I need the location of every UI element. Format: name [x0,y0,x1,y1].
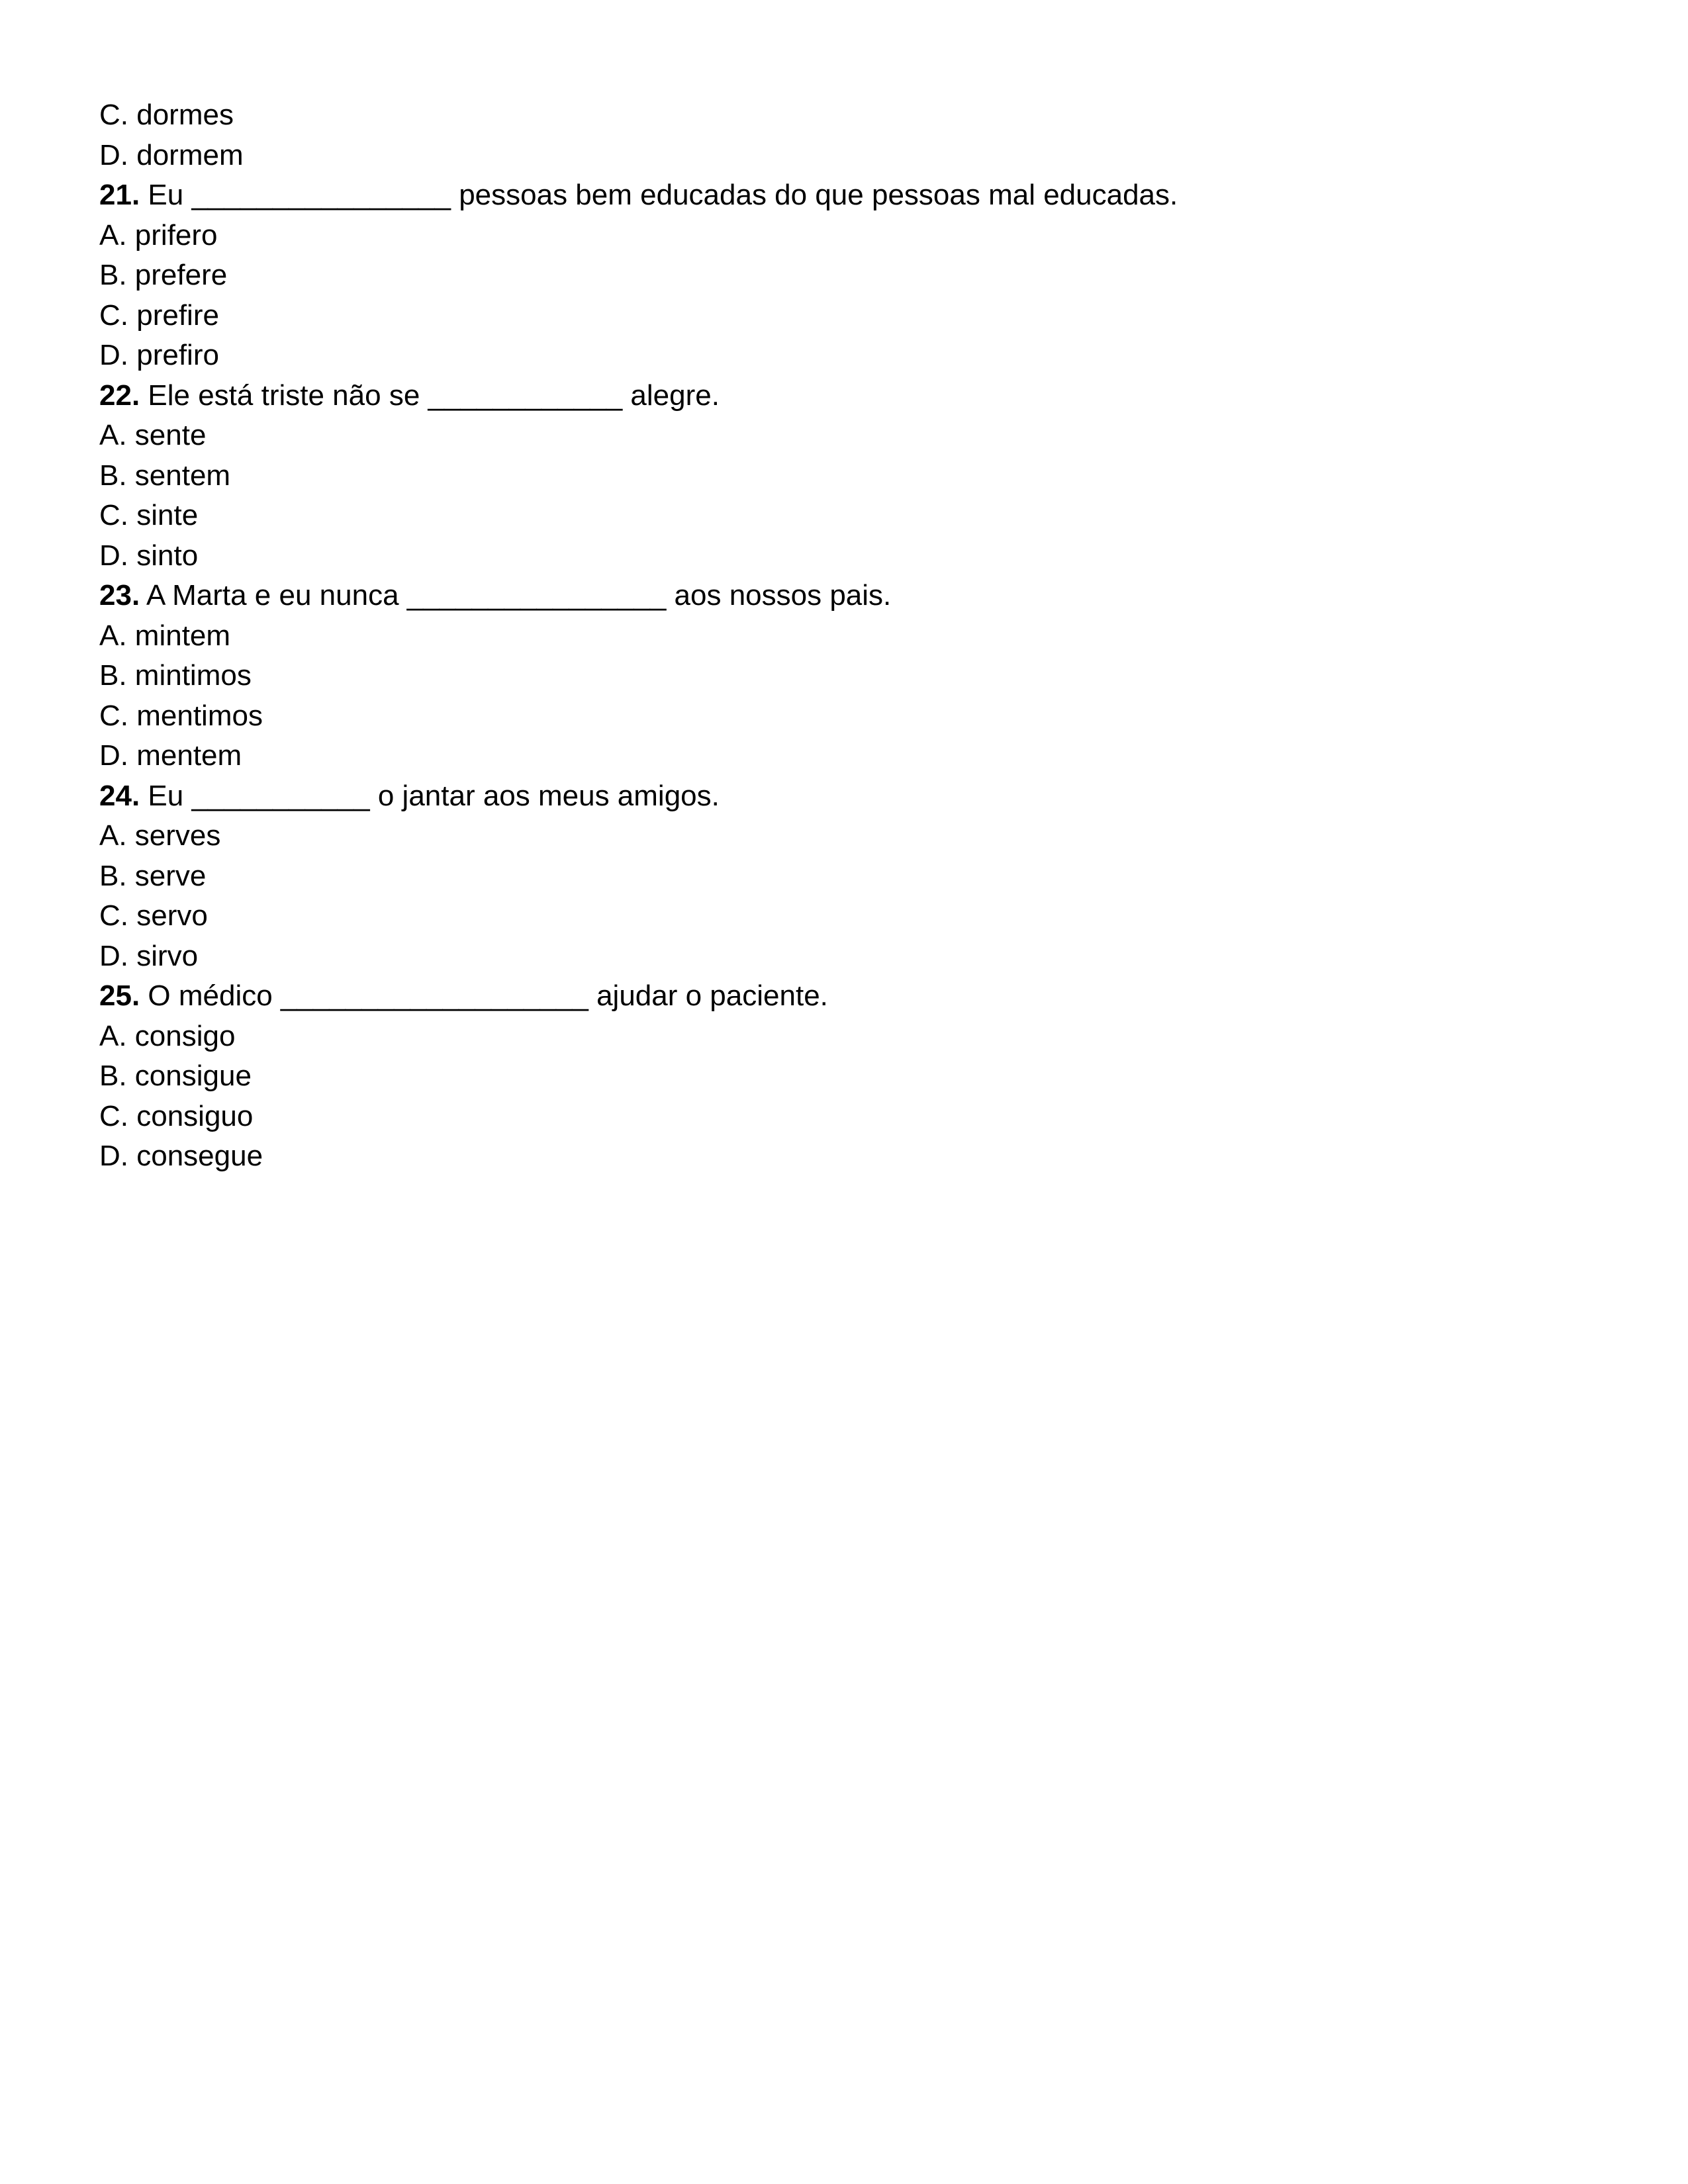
option-c-q20: C. dormes [99,99,234,131]
option-a: A. prifero [99,218,218,251]
option-d: D. prefiro [99,339,219,371]
question-23 [99,576,1589,776]
question-list [99,95,1589,1177]
question-number: 24. [99,779,140,812]
question-text: A Marta e eu nunca ________________ aos nossos pais. [140,579,892,612]
option-b: B. consigue [99,1060,252,1092]
question-text: O médico ___________________ ajudar o paciente. [140,979,828,1012]
option-c: C. prefire [99,298,219,332]
option-a: A. serves [99,819,221,852]
question-text: Eu ________________ pessoas bem educadas do que pessoas mal educadas. [140,179,1178,211]
question-25 [99,976,1589,1177]
question-number: 23. [99,579,140,612]
option-d: D. mentem [99,739,242,772]
option-a: A. mintem [99,619,231,652]
option-c: C. mentimos [99,699,263,732]
question-stem [99,576,1589,616]
question-text: Ele está triste não se ____________ alegre. [140,379,720,412]
question-stem [99,175,1589,216]
question-number: 25. [99,979,140,1012]
option-d: D. sirvo [99,939,199,972]
question-24 [99,776,1589,977]
question-text: Eu ___________ o jantar aos meus amigos. [140,779,720,812]
question-stem [99,376,1589,416]
option-c: C. consiguo [99,1099,254,1132]
question-stem [99,776,1589,817]
question-number: 22. [99,379,140,412]
option-b: B. serve [99,859,207,892]
question-21 [99,175,1589,376]
question-stem [99,976,1589,1017]
option-a: A. sente [99,419,207,451]
option-b: B. prefere [99,259,228,291]
option-c: C. sinte [99,499,199,531]
option-a: A. consigo [99,1019,236,1052]
option-b: B. mintimos [99,659,252,692]
option-c: C. servo [99,899,208,932]
option-d: D. sinto [99,539,199,572]
option-b: B. sentem [99,459,231,492]
question-number: 21. [99,179,140,211]
question-22 [99,376,1589,576]
option-d: D. consegue [99,1140,263,1172]
option-d-q20: D. dormem [99,138,244,171]
